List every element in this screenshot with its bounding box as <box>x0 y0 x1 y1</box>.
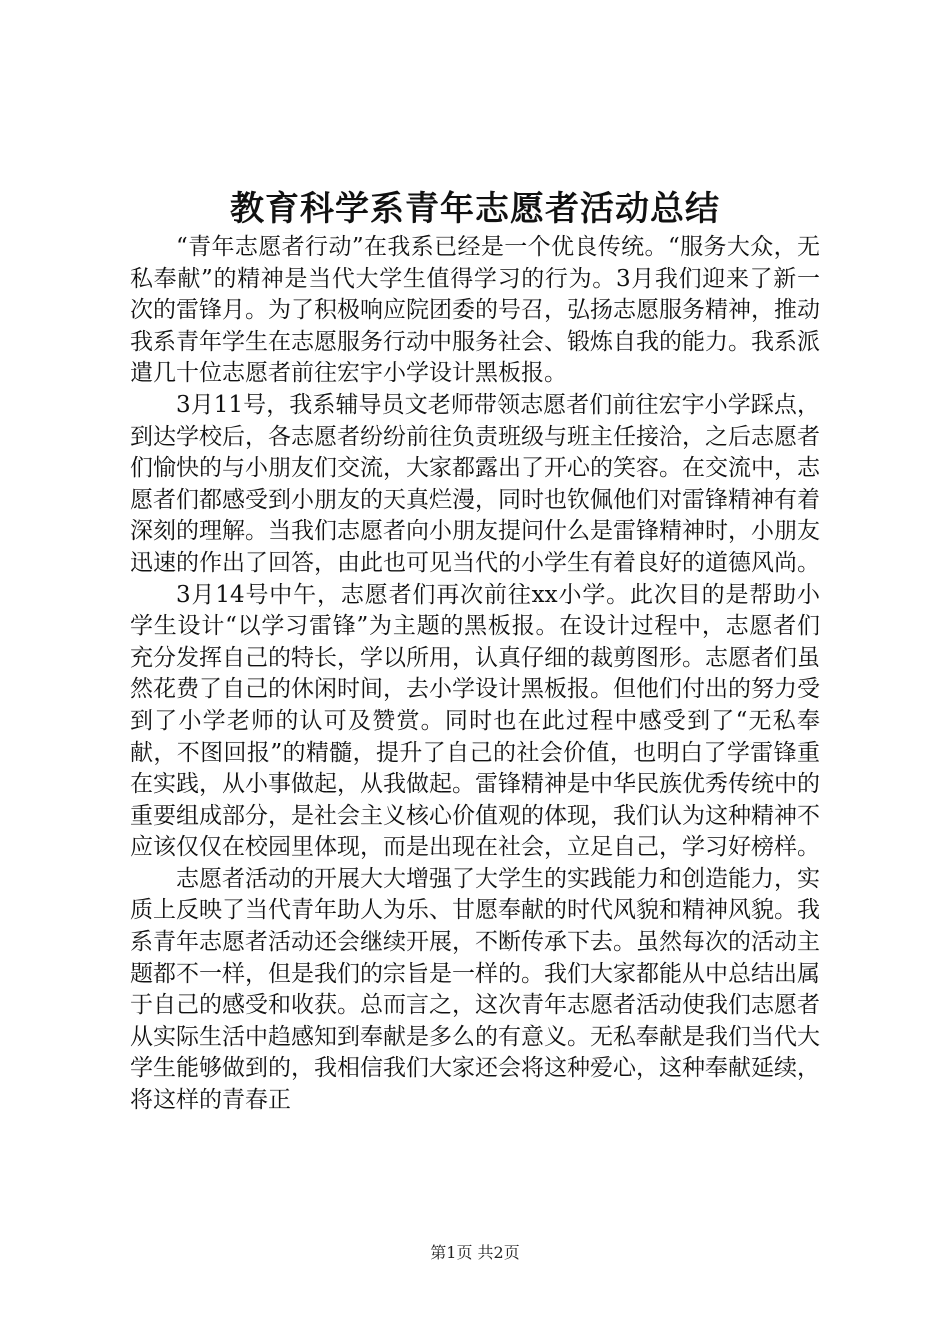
paragraph-intro: “青年志愿者行动”在我系已经是一个优良传统。“服务大众，无私奉献”的精神是当代大学生值得学习的行为。3月我们迎来了新一次的雷锋月。为了积极响应院团委的号召，弘扬志愿服务精神，推动我系青年学生在志愿服务行动中服务社会、锻炼自我的能力。我系派遣几十位志愿者前往宏宇小学设计黑板报。 <box>130 234 820 387</box>
paragraph-march-11: 3月11号，我系辅导员文老师带领志愿者们前往宏宇小学踩点，到达学校后，各志愿者纷纷前往负责班级与班主任接洽，之后志愿者们愉快的与小朋友们交流，大家都露出了开心的笑容。在交流中，志愿者们都感受到小朋友的天真烂漫，同时也钦佩他们对雷锋精神有着深刻的理解。当我们志愿者向小朋友提问什么是雷锋精神时，小朋友迅速的作出了回答，由此也可见当代的小学生有着良好的道德风尚。 <box>130 391 820 576</box>
document-title: 教育科学系青年志愿者活动总结 <box>230 189 720 229</box>
document-body <box>130 232 820 1117</box>
paragraph-march-14: 3月14号中午，志愿者们再次前往xx小学。此次目的是帮助小学生设计“以学习雷锋”为主题的黑板报。在设计过程中，志愿者们充分发挥自己的特长，学以所用，认真仔细的裁剪图形。志愿者们虽然花费了自己的休闲时间，去小学设计黑板报。但他们付出的努力受到了小学老师的认可及赞赏。同时也在此过程中感受到了“无私奉献，不图回报”的精髓，提升了自己的社会价值，也明白了学雷锋重在实践，从小事做起，从我做起。雷锋精神是中华民族优秀传统中的重要组成部分，是社会主义核心价值观的体现，我们认为这种精神不应该仅仅在校园里体现，而是出现在社会，立足自己，学习好榜样。 <box>130 581 820 861</box>
page-number-footer: 第1页 共2页 <box>430 1243 520 1262</box>
paragraph-summary: 志愿者活动的开展大大增强了大学生的实践能力和创造能力，实质上反映了当代青年助人为乐、甘愿奉献的时代风貌和精神风貌。我系青年志愿者活动还会继续开展，不断传承下去。虽然每次的活动主题都不一样，但是我们的宗旨是一样的。我们大家都能从中总结出属于自己的感受和收获。总而言之，这次青年志愿者活动使我们志愿者从实际生活中趋感知到奉献是多么的有意义。无私奉献是我们当代大学生能够做到的，我相信我们大家还会将这种爱心，这种奉献延续，将这样的青春正 <box>130 865 820 1114</box>
